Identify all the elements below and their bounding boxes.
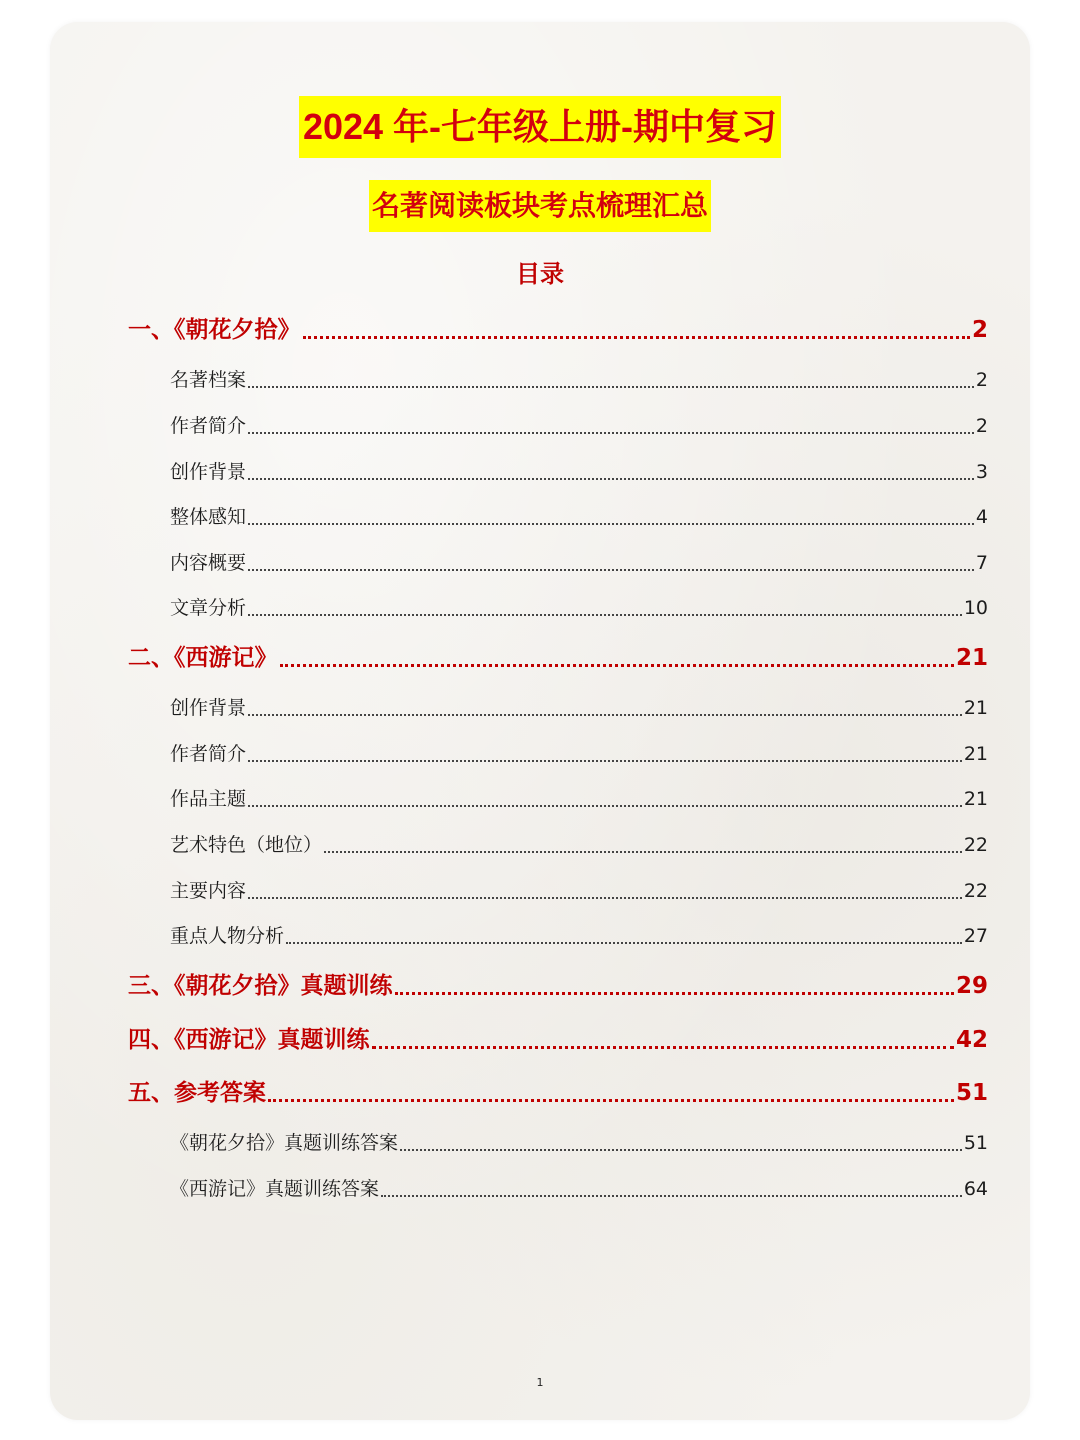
dot-leader bbox=[303, 336, 970, 339]
dot-leader bbox=[248, 432, 974, 434]
toc-item-label: 艺术特色（地位） bbox=[170, 834, 323, 856]
toc-section-label: 四、《西游记》真题训练 bbox=[128, 1027, 370, 1053]
toc-page-number: 29 bbox=[955, 973, 988, 999]
toc-item[interactable] bbox=[170, 1172, 988, 1206]
toc-item[interactable] bbox=[170, 363, 988, 397]
dot-leader bbox=[248, 805, 962, 807]
dot-leader bbox=[286, 942, 962, 944]
dot-leader bbox=[268, 1099, 954, 1102]
toc-item-label: 《西游记》真题训练答案 bbox=[170, 1178, 380, 1200]
dot-leader bbox=[248, 614, 962, 616]
toc-item-label: 文章分析 bbox=[170, 597, 247, 619]
toc-section-label: 二、《西游记》 bbox=[128, 645, 278, 671]
toc-item[interactable] bbox=[170, 828, 988, 862]
toc-page-number: 21 bbox=[963, 788, 988, 810]
toc-item-label: 内容概要 bbox=[170, 552, 247, 574]
dot-leader bbox=[248, 569, 974, 571]
toc-item[interactable] bbox=[170, 409, 988, 443]
toc-item[interactable] bbox=[170, 546, 988, 580]
toc-page-number: 21 bbox=[963, 743, 988, 765]
dot-leader bbox=[372, 1046, 954, 1049]
toc-item-label: 作品主题 bbox=[170, 788, 247, 810]
toc-item-label: 创作背景 bbox=[170, 461, 247, 483]
toc-section-5[interactable] bbox=[128, 1073, 988, 1113]
toc-section-label: 一、《朝花夕拾》 bbox=[128, 317, 301, 343]
toc-item-label: 整体感知 bbox=[170, 506, 247, 528]
dot-leader bbox=[248, 386, 974, 388]
dot-leader bbox=[248, 478, 974, 480]
toc-section-label: 三、《朝花夕拾》真题训练 bbox=[128, 973, 393, 999]
toc-item[interactable] bbox=[170, 1126, 988, 1160]
toc-section-label: 五、参考答案 bbox=[128, 1080, 266, 1106]
toc-item[interactable] bbox=[170, 691, 988, 725]
toc-section-4[interactable] bbox=[128, 1020, 988, 1060]
toc-item-label: 作者简介 bbox=[170, 415, 247, 437]
toc-page-number: 22 bbox=[963, 880, 988, 902]
toc-item-label: 创作背景 bbox=[170, 697, 247, 719]
toc-section-1[interactable] bbox=[128, 310, 988, 350]
toc-page-number: 2 bbox=[975, 415, 988, 437]
toc-page-number: 4 bbox=[975, 506, 988, 528]
toc-item[interactable] bbox=[170, 782, 988, 816]
dot-leader bbox=[248, 897, 962, 899]
toc-page-number: 2 bbox=[971, 317, 988, 343]
toc-page-number: 21 bbox=[963, 697, 988, 719]
dot-leader bbox=[381, 1195, 962, 1197]
document-subtitle: 名著阅读板块考点梳理汇总 bbox=[369, 180, 711, 232]
dot-leader bbox=[280, 664, 954, 667]
toc-page-number: 7 bbox=[975, 552, 988, 574]
toc-page-number: 51 bbox=[963, 1132, 988, 1154]
toc-page-number: 2 bbox=[975, 369, 988, 391]
toc-item-label: 《朝花夕拾》真题训练答案 bbox=[170, 1132, 399, 1154]
toc-item[interactable] bbox=[170, 874, 988, 908]
toc-section-2[interactable] bbox=[128, 638, 988, 678]
toc-heading: 目录 bbox=[516, 260, 564, 288]
dot-leader bbox=[248, 714, 962, 716]
toc-page-number: 10 bbox=[963, 597, 988, 619]
toc-item-label: 名著档案 bbox=[170, 369, 247, 391]
toc-item[interactable] bbox=[170, 455, 988, 489]
dot-leader bbox=[400, 1149, 962, 1151]
toc-item[interactable] bbox=[170, 500, 988, 534]
toc-item-label: 主要内容 bbox=[170, 880, 247, 902]
dot-leader bbox=[248, 760, 962, 762]
toc-item[interactable] bbox=[170, 919, 988, 953]
toc-item[interactable] bbox=[170, 737, 988, 771]
toc-page-number: 64 bbox=[963, 1178, 988, 1200]
toc-page-number: 27 bbox=[963, 925, 988, 947]
toc-item-label: 重点人物分析 bbox=[170, 925, 285, 947]
toc-page-number: 42 bbox=[955, 1027, 988, 1053]
document-title: 2024 年-七年级上册-期中复习 bbox=[299, 96, 781, 158]
page-number: 1 bbox=[536, 1376, 544, 1389]
toc-item[interactable] bbox=[170, 591, 988, 625]
toc-item-label: 作者简介 bbox=[170, 743, 247, 765]
toc-page-number: 21 bbox=[955, 645, 988, 671]
dot-leader bbox=[324, 851, 962, 853]
toc-page-number: 3 bbox=[975, 461, 988, 483]
dot-leader bbox=[395, 992, 954, 995]
toc-section-3[interactable] bbox=[128, 966, 988, 1006]
toc-page-number: 22 bbox=[963, 834, 988, 856]
toc-page-number: 51 bbox=[955, 1080, 988, 1106]
dot-leader bbox=[248, 523, 974, 525]
